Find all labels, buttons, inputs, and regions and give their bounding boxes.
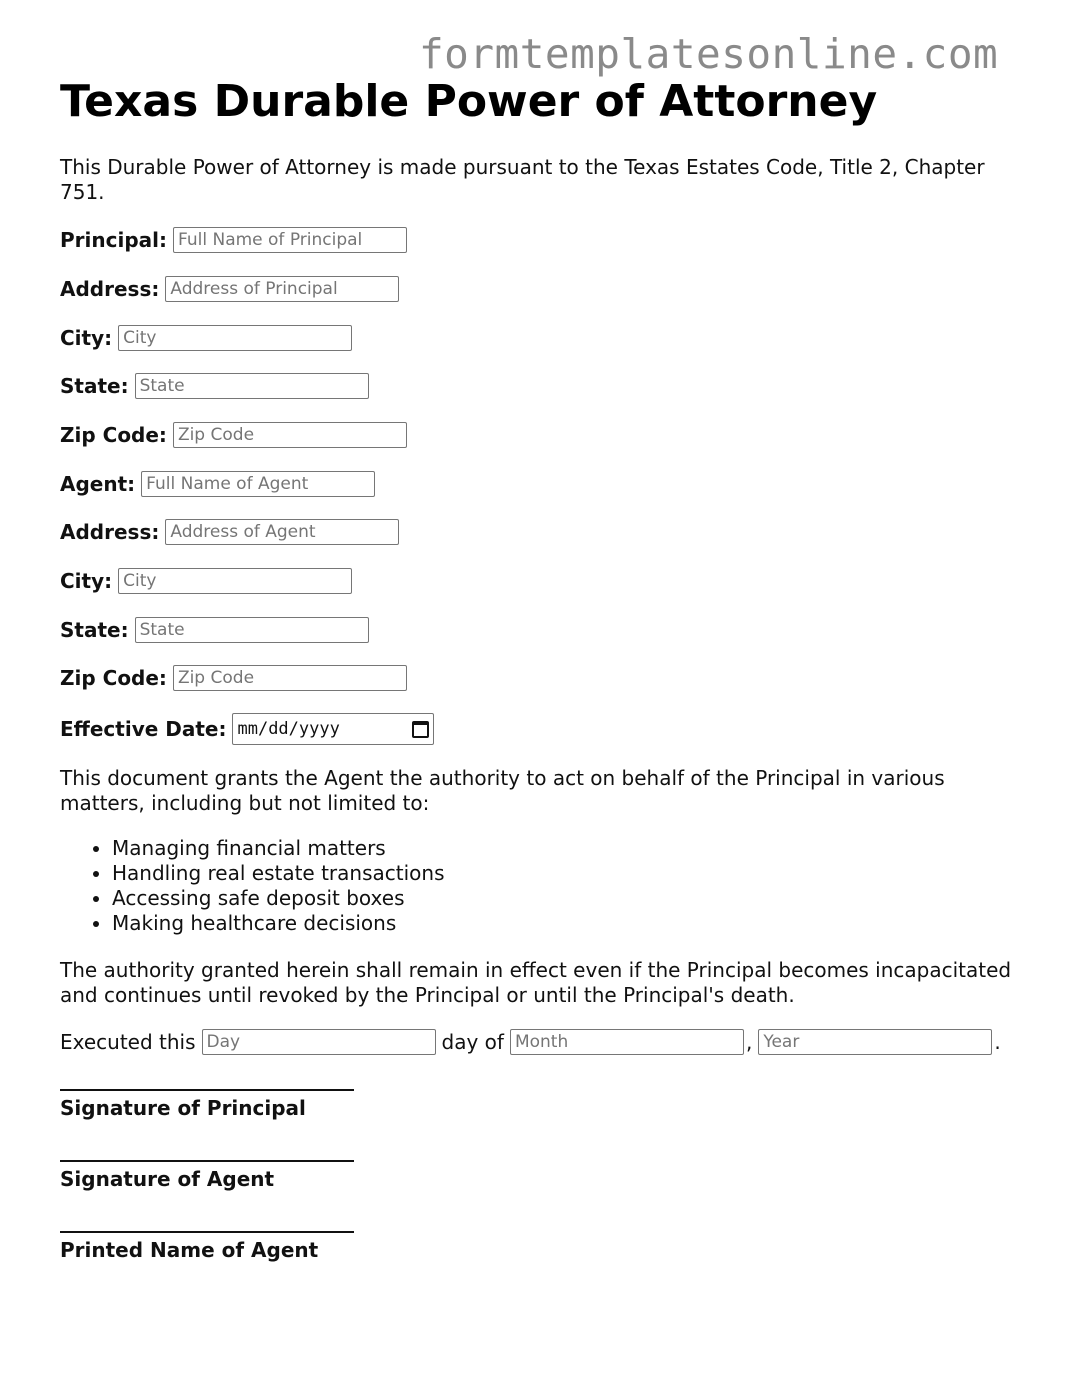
agent-signature-block [60, 1160, 354, 1192]
powers-list [60, 836, 445, 936]
principal-city-row [60, 324, 352, 352]
agent-city-row [60, 567, 352, 595]
agent-state-input[interactable] [135, 617, 369, 643]
agent-address-label: Address: [60, 520, 160, 544]
signature-label: Signature of Agent [60, 1167, 275, 1191]
principal-address-row [60, 275, 399, 303]
watermark-text: formtemplatesonline.com [419, 30, 999, 78]
agent-address-row [60, 518, 399, 546]
agent-state-row [60, 616, 369, 644]
page-title: Texas Durable Power of Attorney [60, 76, 878, 127]
period-text: . [994, 1030, 1001, 1054]
day-of-text: day of [441, 1030, 504, 1054]
agent-zip-input[interactable] [173, 665, 407, 691]
list-item: • Managing financial matters [112, 836, 445, 861]
principal-signature-block [60, 1089, 354, 1121]
agent-zip-label: Zip Code: [60, 666, 167, 690]
list-item: • Handling real estate transactions [112, 861, 445, 886]
agent-name-input[interactable] [141, 471, 375, 497]
grant-paragraph: This document grants the Agent the authority to act on behalf of the Principal in various matters, including but not limited to: [60, 766, 945, 815]
intro-paragraph: This Durable Power of Attorney is made pursuant to the Texas Estates Code, Title 2, Chapter 751. [60, 155, 985, 204]
signature-line [60, 1089, 354, 1091]
agent-city-label: City: [60, 569, 113, 593]
principal-address-label: Address: [60, 277, 160, 301]
list-item: • Accessing safe deposit boxes [112, 886, 445, 911]
durability-paragraph: The authority granted herein shall remain in effect even if the Principal becomes incapacitated and continues until revoked by the Principal or until the Principal's death. [60, 958, 1012, 1007]
principal-address-input[interactable] [165, 276, 399, 302]
agent-city-input[interactable] [118, 568, 352, 594]
principal-city-label: City: [60, 326, 113, 350]
executed-this-text: Executed this [60, 1030, 196, 1054]
agent-zip-row [60, 664, 407, 692]
principal-state-row [60, 372, 369, 400]
date-placeholder: mm/dd/yyyy [237, 719, 340, 739]
signature-line [60, 1160, 354, 1162]
principal-name-input[interactable] [173, 227, 407, 253]
printed-name-block [60, 1231, 354, 1263]
agent-label: Agent: [60, 472, 136, 496]
principal-zip-row [60, 421, 407, 449]
effective-date-row [60, 713, 434, 745]
effective-date-label: Effective Date: [60, 717, 227, 741]
execution-year-input[interactable] [758, 1029, 992, 1055]
comma-text: , [745, 1030, 753, 1054]
execution-day-input[interactable] [202, 1029, 436, 1055]
calendar-icon[interactable] [412, 721, 429, 738]
principal-zip-input[interactable] [173, 422, 407, 448]
signature-label: Printed Name of Agent [60, 1238, 319, 1262]
principal-label: Principal: [60, 228, 167, 252]
agent-state-label: State: [60, 618, 129, 642]
list-item: • Making healthcare decisions [112, 911, 445, 936]
execution-month-input[interactable] [510, 1029, 744, 1055]
signature-label: Signature of Principal [60, 1096, 306, 1120]
signature-line [60, 1231, 354, 1233]
principal-zip-label: Zip Code: [60, 423, 167, 447]
execution-row [60, 1028, 1001, 1056]
principal-state-label: State: [60, 374, 129, 398]
principal-row [60, 226, 407, 254]
effective-date-input[interactable] [232, 713, 434, 745]
agent-row [60, 470, 375, 498]
agent-address-input[interactable] [165, 519, 399, 545]
principal-state-input[interactable] [135, 373, 369, 399]
principal-city-input[interactable] [118, 325, 352, 351]
